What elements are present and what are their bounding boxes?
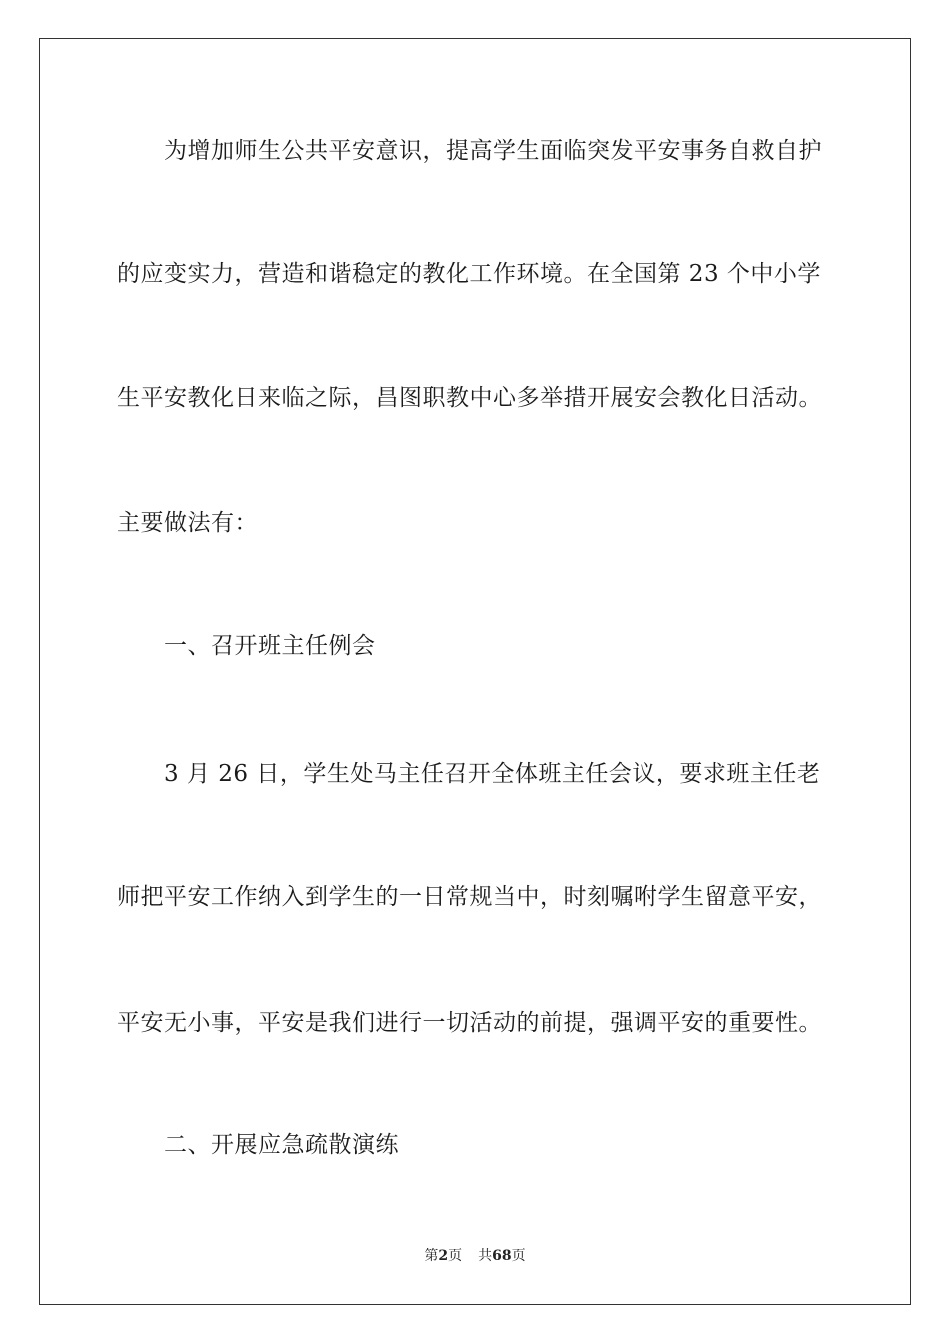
- paragraph-line: 主要做法有：: [117, 510, 258, 536]
- section-heading: 二、开展应急疏散演练: [164, 1132, 399, 1158]
- page-prefix: 第: [424, 1248, 439, 1264]
- page-suffix: 页: [448, 1248, 463, 1264]
- page-border: [39, 38, 911, 1305]
- total-suffix: 页: [511, 1248, 526, 1264]
- page-footer: [0, 1246, 950, 1266]
- paragraph-line: 为增加师生公共平安意识，提高学生面临突发平安事务自救自护: [164, 138, 822, 164]
- paragraph-line: 的应变实力，营造和谐稳定的教化工作环境。在全国第 23 个中小学: [117, 261, 821, 287]
- current-page-number: 2: [438, 1248, 449, 1264]
- paragraph-line: 生平安教化日来临之际，昌图职教中心多举措开展安会教化日活动。: [117, 385, 822, 411]
- total-page-count: 68: [492, 1248, 512, 1264]
- paragraph-line: 平安无小事，平安是我们进行一切活动的前提，强调平安的重要性。: [117, 1010, 822, 1036]
- section-heading: 一、召开班主任例会: [164, 633, 376, 659]
- paragraph-line: 3 月 26 日，学生处马主任召开全体班主任会议，要求班主任老: [164, 761, 821, 787]
- paragraph-line: 师把平安工作纳入到学生的一日常规当中，时刻嘱咐学生留意平安，: [117, 884, 822, 910]
- total-prefix: 共: [478, 1248, 493, 1264]
